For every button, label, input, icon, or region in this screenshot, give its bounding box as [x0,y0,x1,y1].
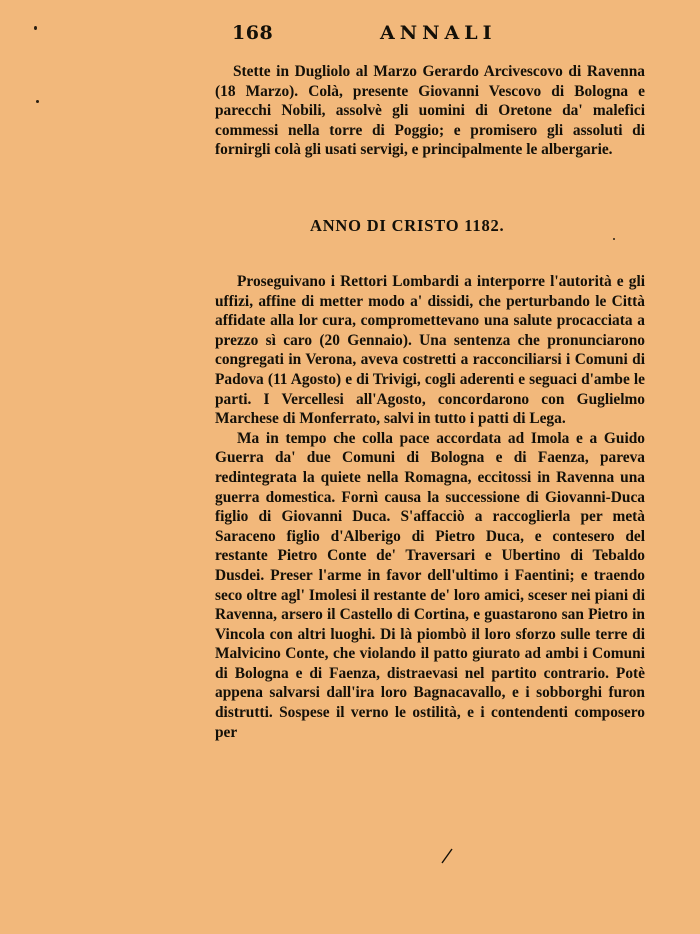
body-text [215,272,645,742]
page-header [232,22,652,48]
pen-stroke-mark [440,848,454,864]
ink-speck [34,26,37,30]
intro-paragraph-block [215,62,645,160]
page-number: 168 [232,22,274,44]
body-paragraph-1: Proseguivano i Rettori Lombardi a interporre l'autorità e gli uffizi, affine di metter modo a' dissidi, che perturbando le Città affidate alla lor cura, compromettevano una salute procacciata a prezzo sì caro (20 Gennaio). Una sentenza che pronunciarono congregati in Verona, aveva costretti a racconciliarsi i Comuni di Padova (11 Agosto) e di Trivigi, cogli aderenti e seguaci d'ambe le parti. I Vercellesi all'Agosto, concordarono con Guglielmo Marchese di Monferrato, salvi in tutto i patti di Lega. [215,273,645,428]
intro-paragraph: Stette in Dugliolo al Marzo Gerardo Arcivescovo di Ravenna (18 Marzo). Colà, presente Giovanni Vescovo di Bologna e parecchi Nobili, assolvè gli uomini di Oretone da' malefici commessi nella torre di Poggio; e promisero gli assoluti di fornirgli colà gli usati servigi, e principalmente le albergarie. [215,63,645,159]
running-title: ANNALI [380,22,497,44]
ink-speck [36,100,39,103]
body-paragraph-2: Ma in tempo che colla pace accordata ad Imola e a Guido Guerra da' due Comuni di Bologna e di Faenza, pareva redintegrata la quiete nella Romagna, eccitossi in Ravenna una guerra domestica. Fornì causa la successione di Giovanni-Duca figlio di Giovanni Duca. S'affacciò a raccoglierla per metà Saraceno figlio d'Alberigo di Pietro Duca, e contesero del restante Pietro Conte de' Traversari e Ubertino di Tebaldo Dusdei. Preser l'arme in favor dell'ultimo i Faentini; e traendo seco oltre agl' Imolesi il restante de' loro amici, sceser nei piani di Ravenna, arsero il Castello di Cortina, e guastarono san Pietro in Vincola con altri luoghi. Di là piombò il loro sforzo sulle terre di Malvicino Conte, che violando il patto giurato ad ambi i Comuni di Bologna e di Faenza, distraevasi nel partito contrario. Potè appena salvarsi dall'ira loro Bagnacavallo, e i sobborghi furon distrutti. Sospese il verno le ostilità, e i contendenti composero per [215,429,645,741]
section-heading: ANNO DI CRISTO 1182. [310,216,505,235]
ink-speck [613,238,615,240]
